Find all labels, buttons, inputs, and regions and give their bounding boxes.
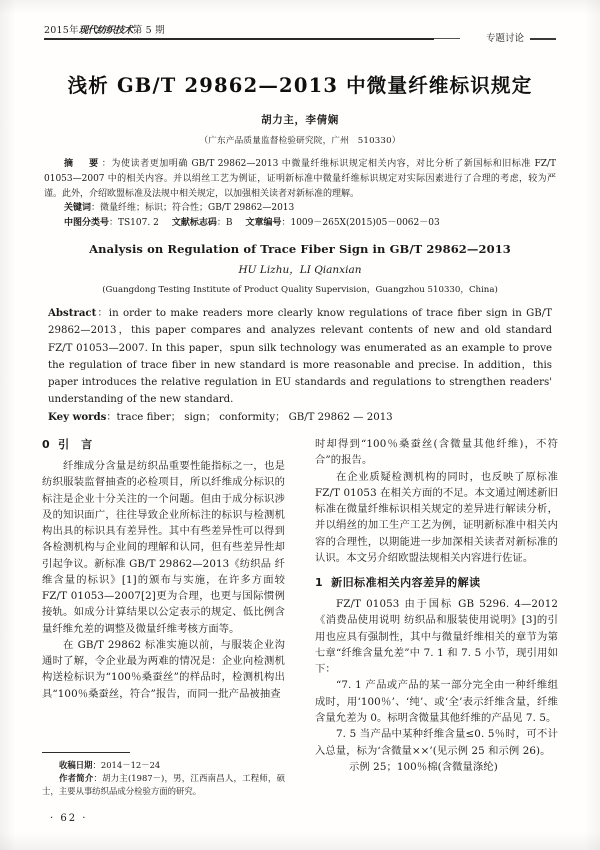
received-date — [42, 759, 285, 772]
paragraph: 纤维成分含量是纺织品重要性能指标之一，也是纺织服装监督抽查的必检项目，所以纤维成分标识的标注是企业十分关注的一个问题。但由于成分标识涉及的知识面广，往往导致企业所标注的标识与检测机构出具的标识具有差异性。其中有些差异性可以得到各检测机构与企业间的理解和认同，但有些差异性却引起争议。新标准 GB/T 29862—2013《纺织品 纤维含量的标识》[1]的颁布与实施，在许多方面较 FZ/T 01053—2007[2]更为合理，也更与国际惯例接轨。如成分计算结果以公定表示的规定、低比例含量纤维允差的调整及微量纤维考核方面等。 — [42, 460, 285, 635]
article-affiliation: （广东产品质量监督检验研究院，广州 510330） — [199, 136, 401, 147]
author-bio-label: 作者简介 — [59, 772, 94, 783]
abstract-label: 摘 要 — [64, 159, 102, 170]
paragraph: 时却得到“100％桑蚕丝(含微量其他纤维)，不符合”的报告。 — [315, 438, 558, 467]
running-head-left — [44, 22, 165, 36]
running-head-year-suffix: 年 — [68, 25, 79, 36]
chinese-abstract-block — [42, 157, 558, 230]
english-abstract-block — [42, 305, 558, 408]
keywords-text: ：微量纤维；标识；符合性；GB/T 29862—2013 — [91, 203, 295, 214]
paragraph: “7. 1 产品或产品的某一部分完全由一种纤维组成时，用‘100％’、‘纯’、或‘全’表示纤维含量，纤维含量允差为 0。标明含微量其他纤维的产品见 7. 5。 — [315, 679, 558, 724]
english-affiliation: (Guangdong Testing Institute of Product Quality Supervision，Guangzhou 510330，China) — [102, 285, 498, 296]
header-rule-left — [44, 38, 434, 40]
document-code-label: 文献标志码 — [171, 217, 217, 228]
author-bio-value: ：胡力主(1987－)，男，江西南昌人，工程师，硕士，主要从事纺织品成分检验方面的研究。 — [42, 772, 286, 796]
footnote-rule — [42, 752, 130, 753]
clc-label: 中图分类号 — [64, 217, 110, 228]
received-date-label: 收稿日期 — [59, 759, 93, 770]
article-id-value: ：1009－265X(2015)05－0062－03 — [281, 217, 440, 228]
author-bio — [42, 772, 285, 798]
article-title: 浅析 GB/T 29862—2013 中微量纤维标识规定 — [67, 74, 533, 97]
english-authors: HU Lizhu，LI Qianxian — [238, 264, 362, 277]
english-keywords — [42, 409, 558, 426]
paragraph: 在 GB/T 29862 标准实施以前，与服装企业沟通时了解，令企业最为两难的情况是：企业向检测机构送检标识为“100％桑蚕丝”的样品时，检测机构出具“100％桑蚕丝，符合”报告，而同一批产品被抽查 — [42, 638, 285, 700]
article-authors: 胡力主，李倩娴 — [261, 114, 339, 127]
document-code-value: ：B — [216, 217, 233, 228]
section-heading-1 — [315, 574, 558, 590]
article-id-label: 文章编号 — [245, 217, 282, 228]
english-abstract-label: Abstract — [48, 307, 97, 320]
paragraph: 在企业质疑检测机构的同时，也反映了原标准 FZ/T 01053 在相关方面的不足。本文通过阐述新旧标准在微量纤维标识相关规定的差异进行解读分析，并以绢丝的加工生产工艺为例，证明新标准中相关内容的合理性，以期能进一步加深相关读者对新标准的认识。本文另介绍欧盟法规相关内容进行佐证。 — [315, 470, 558, 564]
section-number-1: 1 — [315, 576, 324, 590]
right-column — [315, 436, 558, 775]
page-content — [42, 22, 558, 828]
english-keywords-label: Key words — [48, 411, 107, 424]
header-rule-right — [530, 38, 556, 40]
clc-value: ：TS107. 2 — [109, 217, 159, 228]
section-title-0: 引 言 — [58, 438, 93, 451]
section-label: 专题讨论 — [485, 33, 524, 44]
section-number-0: 0 — [42, 438, 51, 451]
english-title: Analysis on Regulation of Trace Fiber Sign in GB/T 29862—2013 — [89, 242, 511, 257]
keywords-label: 关键词 — [64, 203, 92, 214]
english-keywords-text: ：trace fiber； sign； conformity； GB/T 29862 — 2013 — [106, 412, 393, 424]
issue-label: 第 5 期 — [132, 25, 165, 36]
page-number: · 62 · — [50, 813, 88, 824]
chinese-keywords — [44, 201, 556, 216]
chinese-abstract — [44, 157, 556, 201]
footnote-block — [42, 752, 285, 798]
journal-name: 现代纺织技术 — [78, 25, 133, 36]
abstract-text: ：为使读者更加明确 GB/T 29862—2013 中微量纤维标识规定相关内容，对比分析了新国标和旧标准 FZ/T 01053—2007 中的相关内容。并以绢丝工艺为例证，证明新标准中微量纤维标识规定对实际因素进行了合理的考虑，较为严谨。此外，介绍欧盟标准及法规中相关规定，以加强相关读者对新标准的理解。 — [44, 159, 556, 199]
english-abstract — [48, 305, 552, 408]
section-title-1: 新旧标准相关内容差异的解读 — [331, 576, 481, 590]
section-heading-0 — [42, 436, 285, 452]
paragraph: 示例 25；100％棉(含微量涤纶) — [349, 760, 498, 773]
running-head-year: 2015 — [44, 25, 69, 36]
left-column — [42, 436, 285, 702]
header-rule-middle — [434, 38, 460, 39]
received-date-value: ：2014－12－24 — [92, 759, 161, 770]
paragraph: FZ/T 01053 由于国标 GB 5296. 4—2012《消费品使用说明 纺织品和服装使用说明》[3]的引用也应具有强制性，其中与微量纤维相关的章节为第七章“纤维含量允差”中 7. 1 和 7. 5 小节，现引用如下： — [315, 598, 558, 676]
running-head — [42, 22, 558, 48]
publication-metadata — [44, 216, 556, 231]
paragraph: 7. 5 当产品中某种纤维含量≤0. 5％时，可不计入总量，标为‘含微量××’(见示例 25 和示例 26)。 — [315, 728, 558, 757]
body-columns — [42, 436, 558, 828]
english-abstract-text: ：in order to make readers more clearly know regulations of trace fiber sign in GB/T 29862—2013，this paper compares and analyzes relevant contents of new and old standard FZ/T 01053—2007. In this paper，spun silk technology was enumerated as an example to prove the regulation of trace fiber in new standard is more reasonable and precise. In addition，this paper introduces the relative regulation in EU standards and regulations to strengthen readers' understanding of the new standard. — [48, 308, 552, 405]
